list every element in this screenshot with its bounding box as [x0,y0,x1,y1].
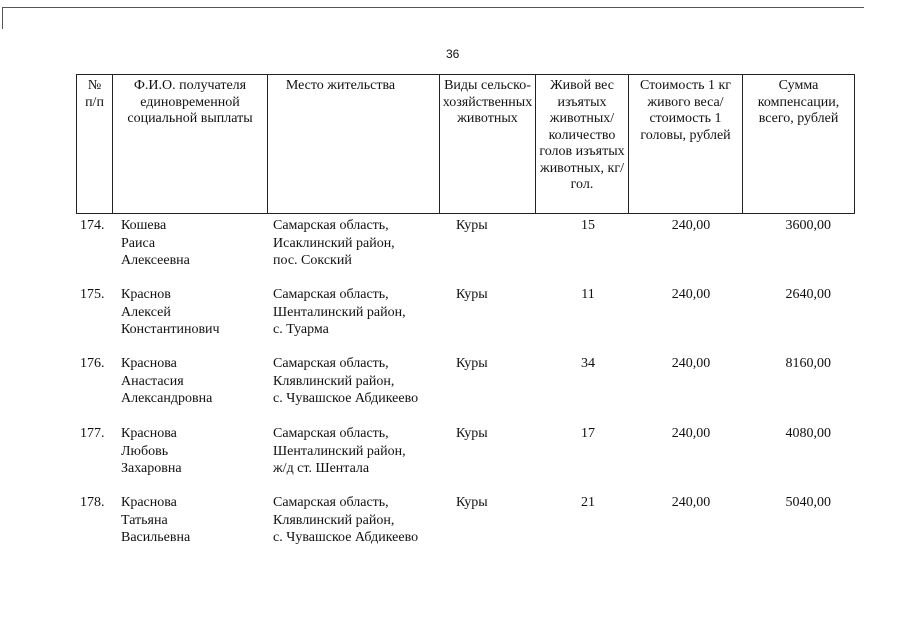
residence: Самарская область, Клявлинский район, с. Чувашское Абдикеево [273,356,419,407]
unit-cost: 240,00 [671,356,711,371]
header-animal-type: Виды сельско-хозяйственных животных [440,75,536,214]
residence: Самарская область, Шенталинский район, ж/д ст. Шентала [273,426,406,477]
recipient-name: Кошева Раиса Алексеевна [121,218,190,269]
row-number: 176. [80,356,105,371]
header-live-weight: Живой вес изъятых животных/ количество голов изъятых животных, кг/гол. [536,75,629,214]
scan-border-left [2,7,3,29]
row-number: 174. [80,218,105,233]
compensation-sum: 5040,00 [785,495,831,510]
live-weight: 21 [581,495,595,510]
table-row [0,355,905,415]
unit-cost: 240,00 [671,495,711,510]
recipient-name: Краснова Любовь Захаровна [121,426,182,477]
scan-border-top [2,7,864,8]
header-recipient-name: Ф.И.О. получателя единовременной социальной выплаты [113,75,268,214]
live-weight: 15 [581,218,595,233]
table-row [0,425,905,485]
table-header [76,74,855,214]
residence: Самарская область, Исаклинский район, пос. Сокский [273,218,395,269]
recipient-name: Краснова Татьяна Васильевна [121,495,191,546]
row-number: 175. [80,287,105,302]
compensation-sum: 4080,00 [785,426,831,441]
header-residence: Место жительства [268,75,440,214]
animal-type: Куры [456,287,488,302]
page-number: 36 [446,47,460,61]
table-row [0,494,905,554]
row-number: 178. [80,495,105,510]
live-weight: 34 [581,356,595,371]
live-weight: 11 [581,287,595,302]
header-number: № п/п [77,75,113,214]
unit-cost: 240,00 [671,218,711,233]
animal-type: Куры [456,218,488,233]
unit-cost: 240,00 [671,287,711,302]
header-unit-cost: Стоимость 1 кг живого веса/стоимость 1 головы, рублей [629,75,743,214]
recipient-name: Краснов Алексей Константинович [121,287,220,338]
row-number: 177. [80,426,105,441]
compensation-sum: 3600,00 [785,218,831,233]
table-row [0,217,905,277]
live-weight: 17 [581,426,595,441]
compensation-sum: 2640,00 [785,287,831,302]
animal-type: Куры [456,495,488,510]
residence: Самарская область, Шенталинский район, с. Туарма [273,287,406,338]
header-compensation-sum: Сумма компенсации, всего, рублей [743,75,855,214]
animal-type: Куры [456,426,488,441]
residence: Самарская область, Клявлинский район, с. Чувашское Абдикеево [273,495,419,546]
unit-cost: 240,00 [671,426,711,441]
animal-type: Куры [456,356,488,371]
recipient-name: Краснова Анастасия Александровна [121,356,213,407]
compensation-sum: 8160,00 [785,356,831,371]
table-row [0,286,905,346]
